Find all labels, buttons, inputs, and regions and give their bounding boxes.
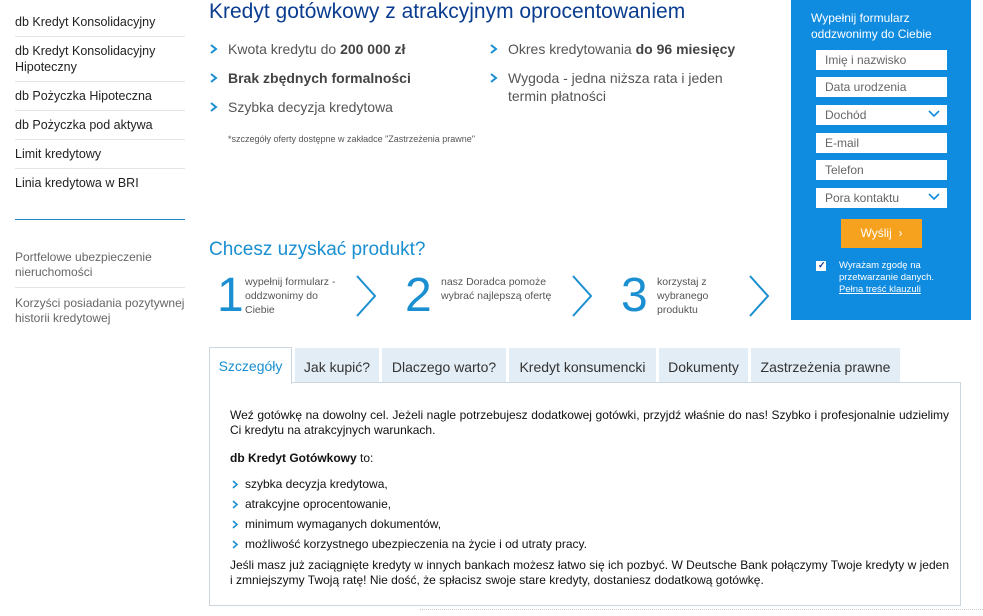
chevron-right-icon [232, 540, 239, 549]
tab-dokumenty[interactable]: Dokumenty [659, 348, 748, 382]
list-item [232, 497, 391, 512]
step-number: 2 [405, 269, 432, 322]
details-intro: Weź gotówkę na dowolny cel. Jeżeli nagle potrzebujesz dodatkowej gotówki, przyjdź właśnie do nas! Szybko i profesjonalnie udzielimy Ci kredytu na atrakcyjnych warunkach. [230, 408, 949, 437]
sidebar-item-kredyt-konsolidacyjny[interactable]: db Kredyt Konsolidacyjny [15, 7, 185, 37]
consent-clause-link[interactable]: Pełna treść klauzuli [839, 284, 921, 295]
tab-jak-kupic[interactable]: Jak kupić? [295, 348, 379, 382]
send-button-label: Wyślij [860, 226, 892, 240]
birth-date-field[interactable]: Data urodzenia [816, 77, 947, 97]
tab-panel-szczegoly [209, 382, 961, 606]
feature-bold: Brak zbędnych formalności [228, 70, 411, 86]
step-1 [217, 270, 387, 322]
chevron-right-icon [209, 73, 219, 83]
contact-time-select[interactable] [816, 188, 947, 208]
sidebar-nav [15, 7, 185, 339]
feature-item [489, 69, 759, 105]
feature-item [209, 98, 393, 116]
name-field[interactable]: Imię i nazwisko [816, 50, 947, 70]
step-text: wypełnij formularz - oddzwonimy do Ciebie [245, 276, 336, 316]
chevron-right-icon [209, 44, 219, 54]
chevron-right-icon [489, 73, 499, 83]
details-subtitle-product: db Kredyt Gotówkowy [230, 451, 357, 465]
list-item [232, 517, 441, 532]
steps-title: Chcesz uzyskać produkt? [209, 239, 426, 260]
details-subtitle-rest: to: [356, 451, 374, 465]
chevron-right-icon [232, 520, 239, 529]
chevron-right-icon [489, 44, 499, 54]
consent-text: Wyrażam zgodę na przetwarzanie danych. [839, 260, 935, 283]
chevron-right-icon [571, 274, 593, 318]
step-text: korzystaj z wybranego produktu [657, 276, 709, 316]
details-outro: Jeśli masz już zaciągnięte kredyty w innych bankach możesz łatwo się ich pozbyć. W Deutsche Bank połączymy Twoje kredyty w jeden i zmniejszymy Twoją ratę! Nie dość, że spłacisz swoje stare kredyty, dostaniesz dodatkową gotówkę. [230, 558, 949, 587]
tab-kredyt-konsumencki[interactable]: Kredyt konsumencki [509, 348, 656, 382]
checkmark-icon: ✓ [818, 260, 826, 270]
feature-bold: 200 000 zł [340, 41, 406, 57]
email-field[interactable]: E-mail [816, 133, 947, 153]
step-number: 1 [217, 269, 244, 322]
chevron-right-icon [232, 500, 239, 509]
step-3 [621, 270, 781, 322]
income-select[interactable] [816, 105, 947, 125]
sidebar-item-kredyt-konsolidacyjny-hipoteczny[interactable]: db Kredyt Konsolidacyjny Hipoteczny [15, 37, 185, 82]
feature-item [209, 69, 411, 87]
send-button[interactable] [841, 219, 922, 248]
step-number: 3 [621, 269, 648, 322]
list-item-text: minimum wymaganych dokumentów, [245, 517, 442, 531]
page-title: Kredyt gotówkowy z atrakcyjnym oprocentowaniem [209, 0, 686, 23]
chevron-right-icon: › [895, 226, 903, 240]
phone-field[interactable]: Telefon [816, 160, 947, 180]
chevron-right-icon [748, 274, 770, 318]
footer-divider [420, 609, 983, 610]
form-title: Wypełnij formularz oddzwonimy do Ciebie [811, 11, 932, 41]
sidebar-item-limit-kredytowy[interactable]: Limit kredytowy [15, 140, 185, 169]
chevron-right-icon [355, 274, 377, 318]
feature-text: Okres kredytowania [508, 41, 636, 57]
sidebar-link-portfelowe-ubezpieczenie[interactable]: Portfelowe ubezpieczenie nieruchomości [15, 248, 185, 288]
feature-item [489, 40, 735, 58]
feature-text: Szybka decyzja kredytowa [228, 99, 393, 115]
feature-text: Kwota kredytu do [228, 41, 341, 57]
sidebar-item-pozyczka-hipoteczna[interactable]: db Pożyczka Hipoteczna [15, 82, 185, 111]
sidebar-link-korzysci-historii[interactable]: Korzyści posiadania pozytywnej historii kredytowej [15, 296, 185, 325]
callback-form [791, 0, 971, 320]
feature-item [209, 40, 405, 58]
list-item [232, 537, 587, 552]
list-item-text: możliwość korzystnego ubezpieczenia na życie i od utraty pracy. [245, 537, 587, 551]
list-item-text: szybka decyzja kredytowa, [245, 477, 388, 491]
sidebar-item-linia-kredytowa[interactable]: Linia kredytowa w BRI [15, 176, 139, 190]
offer-disclaimer: *szczegóły oferty dostępne w zakładce "Zastrzeżenia prawne" [228, 134, 476, 144]
chevron-right-icon [209, 102, 219, 112]
sidebar-divider [15, 219, 185, 220]
feature-text: Wygoda - jedna niższa rata i jeden termin płatności [508, 70, 723, 104]
list-item-text: atrakcyjne oprocentowanie, [245, 497, 392, 511]
tab-szczegoly[interactable]: Szczegóły [209, 347, 292, 384]
details-subtitle [230, 451, 373, 465]
chevron-down-icon [928, 193, 940, 201]
sidebar-item-pozyczka-pod-aktywa[interactable]: db Pożyczka pod aktywa [15, 111, 185, 140]
consent-checkbox[interactable] [816, 261, 826, 271]
step-text: nasz Doradca pomoże wybrać najlepszą ofertę [441, 276, 552, 302]
feature-bold: do 96 miesięcy [635, 41, 736, 57]
tab-zastrzezenia-prawne[interactable]: Zastrzeżenia prawne [751, 348, 900, 382]
step-2 [405, 270, 600, 322]
chevron-right-icon [232, 480, 239, 489]
sidebar-secondary-links [15, 248, 185, 333]
chevron-down-icon [928, 110, 940, 118]
tab-dlaczego-warto[interactable]: Dlaczego warto? [382, 348, 506, 382]
contact-time-select-value: Pora kontaktu [825, 191, 900, 205]
list-item [232, 477, 388, 492]
income-select-value: Dochód [825, 108, 867, 122]
